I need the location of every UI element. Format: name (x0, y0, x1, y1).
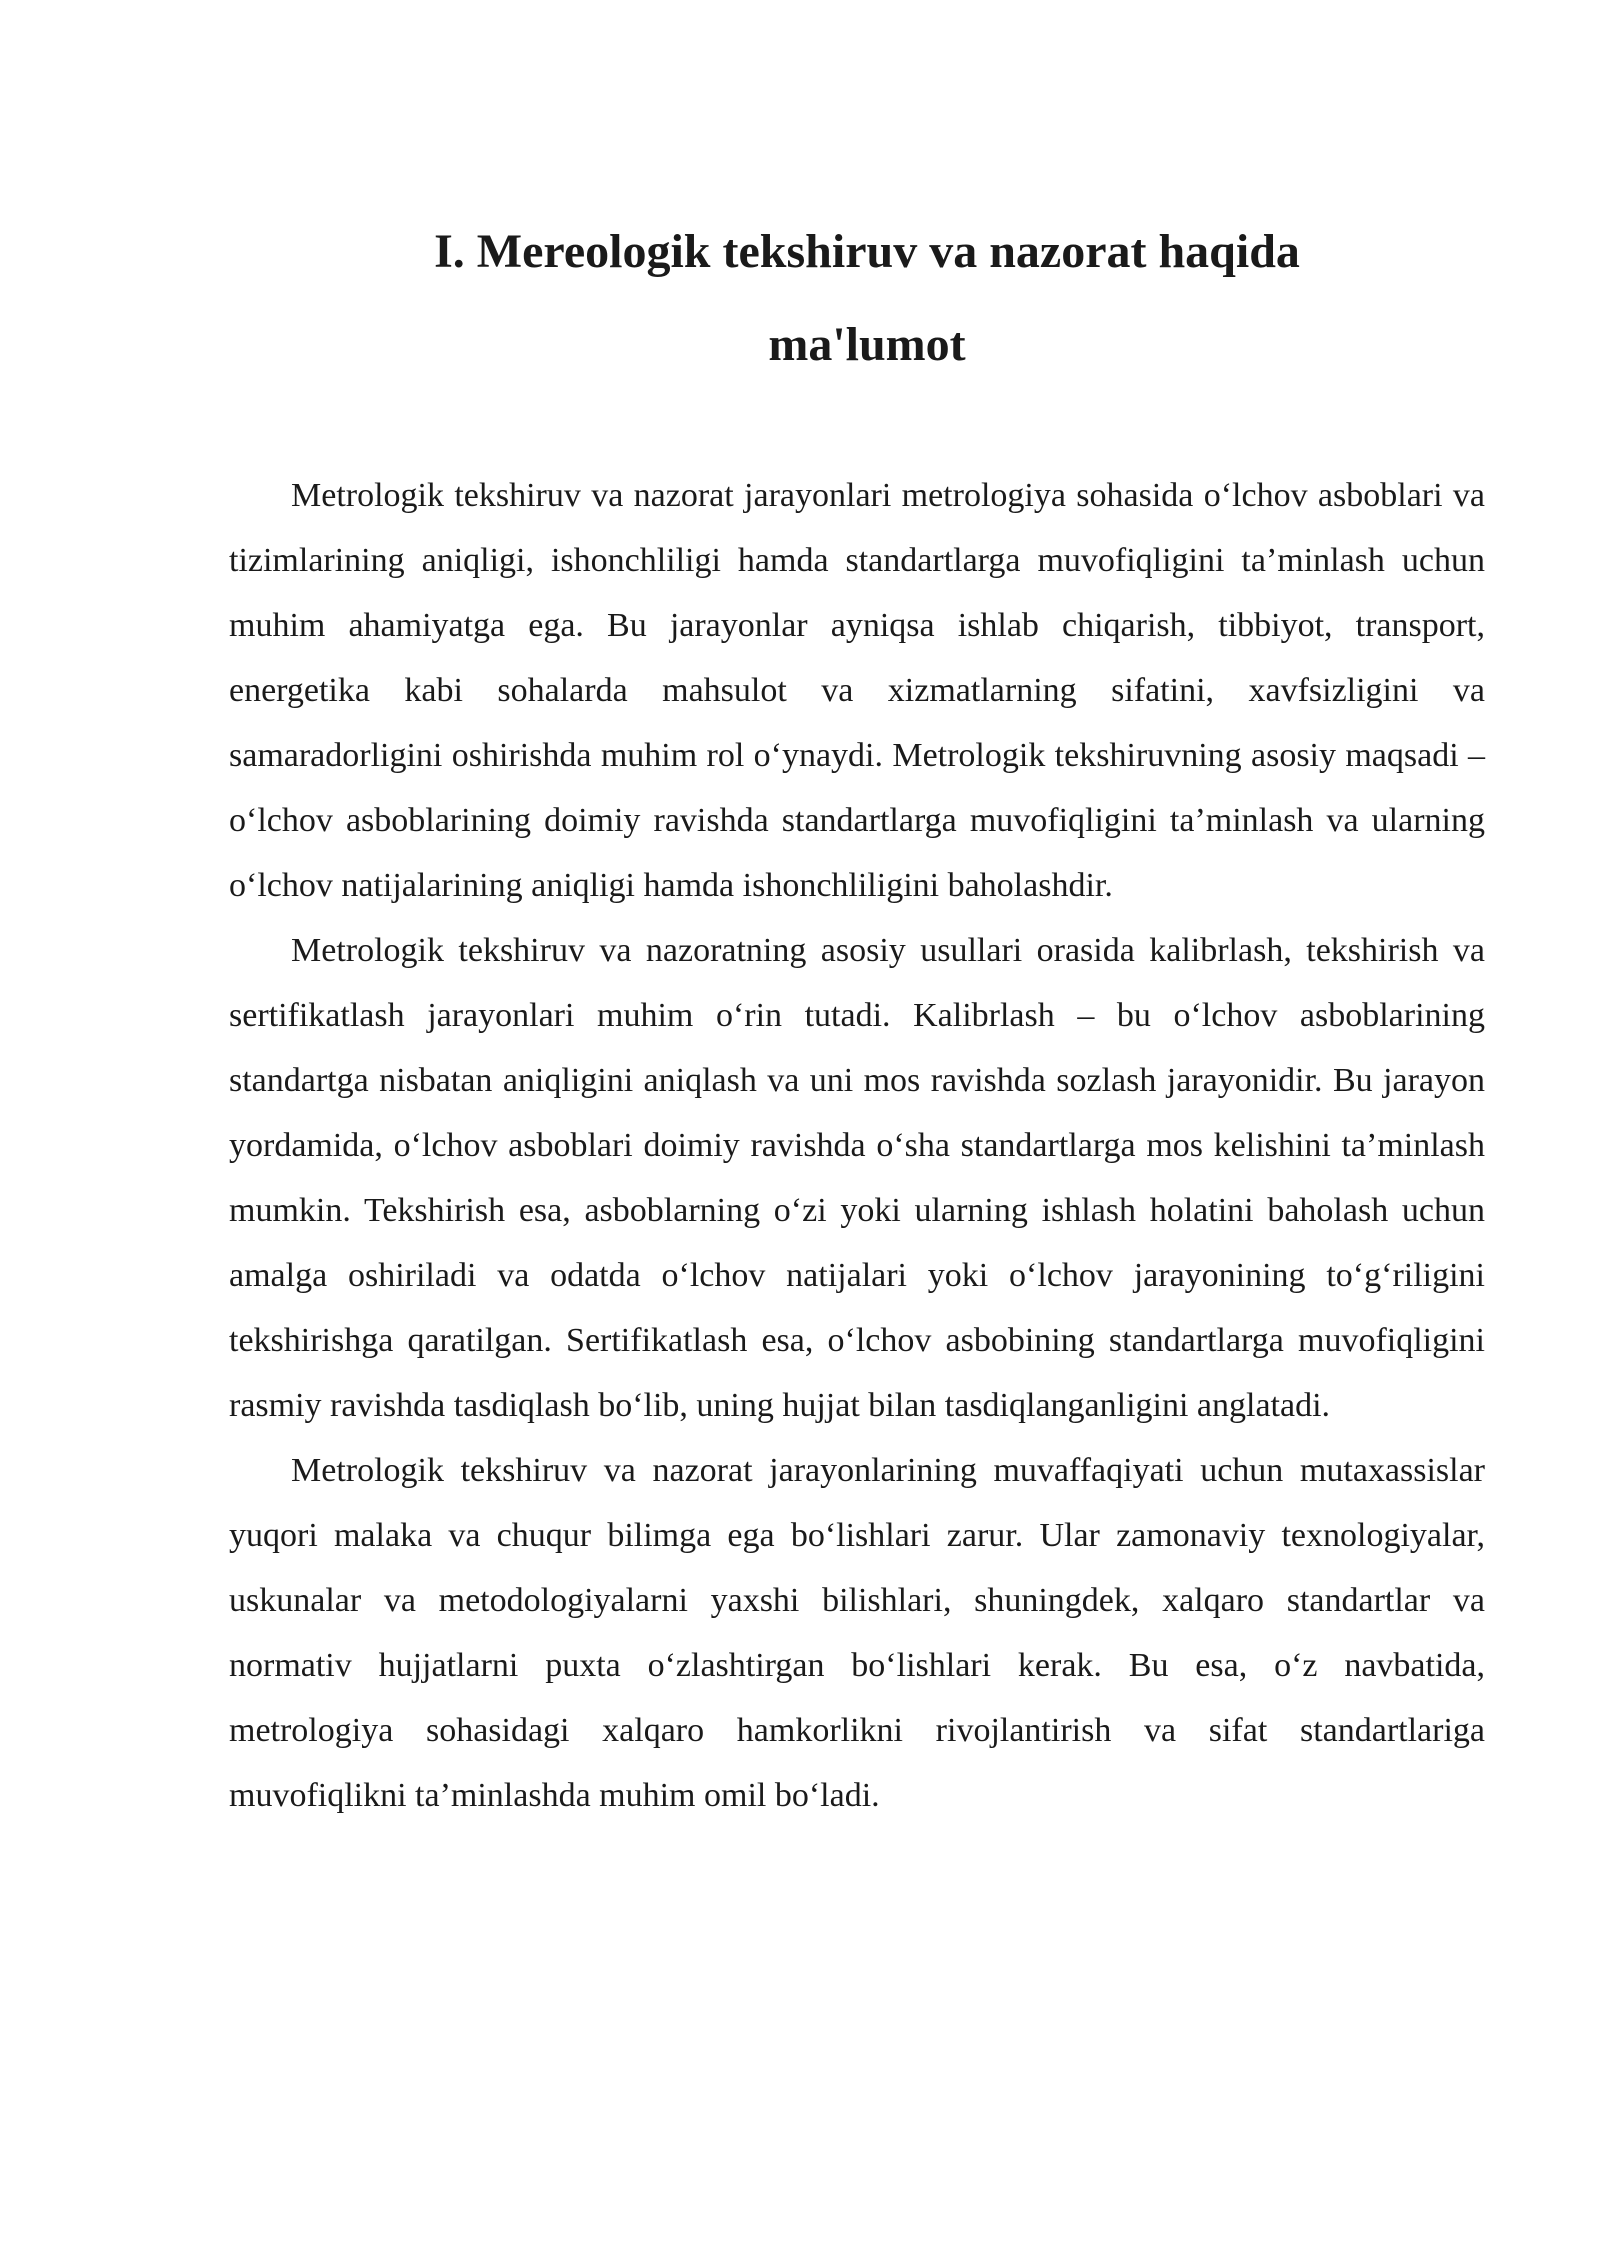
paragraph-3: Metrologik tekshiruv va nazorat jarayonlarining muvaffaqiyati uchun mutaxassislar yuqori malaka va chuqur bilimga ega bo‘lishlari zarur. Ular zamonaviy texnologiyalar, uskunalar va metodologiyalarni yaxshi bilishlari, shuningdek, xalqaro standartlar va normativ hujjatlarni puxta o‘zlashtirgan bo‘lishlari kerak. Bu esa, o‘z navbatida, metrologiya sohasidagi xalqaro hamkorlikni rivojlantirish va sifat standartlariga muvofiqlikni ta’minlashda muhim omil bo‘ladi. (229, 1452, 1485, 1814)
page-title (229, 205, 1485, 391)
paragraph-1: Metrologik tekshiruv va nazorat jarayonlari metrologiya sohasida o‘lchov asboblari va tizimlarining aniqligi, ishonchliligi hamda standartlarga muvofiqligini ta’minlash uchun muhim ahamiyatga ega. Bu jarayonlar ayniqsa ishlab chiqarish, tibbiyot, transport, energetika kabi sohalarda mahsulot va xizmatlarning sifatini, xavfsizligini va samaradorligini oshirishda muhim rol o‘ynaydi. Metrologik tekshiruvning asosiy maqsadi – o‘lchov asboblarining doimiy ravishda standartlarga muvofiqligini ta’minlash va ularning o‘lchov natijalarining aniqligi hamda ishonchliligini baholashdir. (229, 477, 1485, 904)
paragraph-2: Metrologik tekshiruv va nazoratning asosiy usullari orasida kalibrlash, tekshirish va sertifikatlash jarayonlari muhim o‘rin tutadi. Kalibrlash – bu o‘lchov asboblarining standartga nisbatan aniqligini aniqlash va uni mos ravishda sozlash jarayonidir. Bu jarayon yordamida, o‘lchov asboblari doimiy ravishda o‘sha standartlarga mos kelishini ta’minlash mumkin. Tekshirish esa, asboblarning o‘zi yoki ularning ishlash holatini baholash uchun amalga oshiriladi va odatda o‘lchov natijalari yoki o‘lchov jarayonining to‘g‘riligini tekshirishga qaratilgan. Sertifikatlash esa, o‘lchov asbobining standartlarga muvofiqligini rasmiy ravishda tasdiqlash bo‘lib, uning hujjat bilan tasdiqlanganligini anglatadi. (229, 932, 1485, 1424)
body-text (229, 463, 1485, 1828)
title-line-1: I. Mereologik tekshiruv va nazorat haqida (434, 225, 1300, 278)
title-line-2: ma'lumot (768, 318, 966, 371)
